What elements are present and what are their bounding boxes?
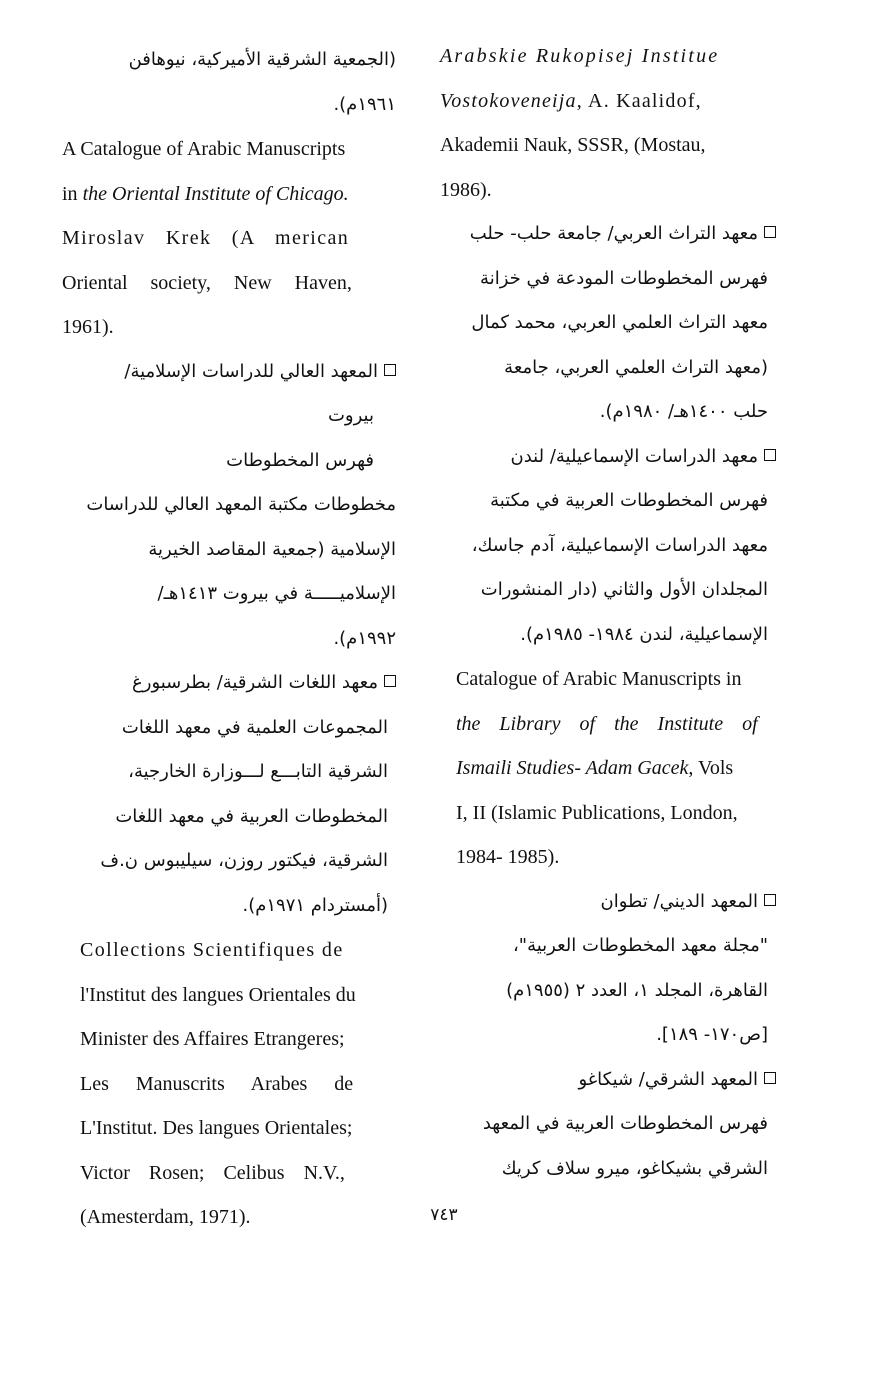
reference-line: Akademii Nauk, SSSR, (Mostau, — [440, 134, 706, 156]
entry-line: الشرقي بشيكاغو، ميرو سلاف كريك — [501, 1157, 768, 1179]
entry-line: (الجمعية الشرقية الأميركية، نيوهافن — [128, 49, 396, 70]
entry-heading: المعهد الديني/ تطوان — [600, 890, 758, 912]
reference-line: Minister des Affaires Etrangeres; — [80, 1028, 345, 1050]
checkbox-bullet-icon — [384, 675, 396, 687]
entry-line: فهرس المخطوطات المودعة في خزانة — [480, 267, 768, 289]
reference-line: Collections Scientifiques de — [80, 939, 344, 961]
reference-line: , Vols — [688, 757, 734, 779]
entry-line: (أمستردام ١٩٧١م). — [242, 894, 388, 916]
entry-line: معهد التراث العلمي العربي، محمد كمال — [471, 312, 768, 333]
left-column — [62, 38, 396, 1240]
entry-line: الشرقية التابـــع لـــوزارة الخارجية، — [128, 761, 388, 782]
entry-heading: المعهد العالي للدراسات الإسلامية/ — [124, 360, 378, 382]
entry-line: المجلدان الأول والثاني (دار المنشورات — [480, 579, 768, 600]
page-number: ٧٤٣ — [430, 1205, 458, 1225]
reference-line: Victor Rosen; Celibus N.V., — [80, 1161, 345, 1184]
entry-heading: المعهد الشرقي/ شيكاغو — [578, 1068, 758, 1090]
reference-line: in — [62, 182, 83, 205]
reference-title-italic: Ismaili Studies- Adam Gacek — [456, 757, 689, 779]
entry-line: ١٩٦١م). — [333, 93, 396, 115]
entry-chicago — [440, 1058, 776, 1192]
reference-line: l'Institut des langues Orientales du — [80, 983, 356, 1006]
reference-line: 1986). — [440, 178, 492, 201]
entry-line: [ص١٧٠- ١٨٩]. — [656, 1024, 768, 1045]
reference-ismaili-catalogue — [440, 657, 776, 880]
reference-line: Catalogue of Arabic Manuscripts in — [456, 668, 742, 690]
checkbox-bullet-icon — [764, 449, 776, 461]
reference-title-italic: the Library of the Institute of — [456, 712, 758, 735]
entry-beirut — [62, 350, 396, 662]
entry-line: فهرس المخطوطات العربية في المعهد — [482, 1113, 768, 1134]
entry-line: ١٩٩٢م). — [333, 627, 396, 649]
reference-russian-catalogue — [440, 34, 776, 212]
entry-line: الإسلاميـــــة في بيروت ١٤١٣هـ/ — [157, 583, 396, 604]
reference-line: Arabskie Rukopisej Institue — [440, 45, 720, 67]
checkbox-bullet-icon — [764, 894, 776, 906]
reference-line: 1961). — [62, 316, 114, 338]
reference-collections-scientifiques — [62, 928, 396, 1240]
entry-line: المجموعات العلمية في معهد اللغات — [121, 716, 388, 738]
entry-line: القاهرة، المجلد ١، العدد ٢ (١٩٥٥م) — [506, 979, 768, 1001]
entry-line: الإسلامية (جمعية المقاصد الخيرية — [148, 538, 396, 560]
entry-line: "مجلة معهد المخطوطات العربية"، — [513, 935, 768, 956]
reference-line: 1984- 1985). — [456, 846, 560, 868]
entry-heading: معهد التراث العربي/ جامعة حلب- حلب — [469, 223, 758, 244]
reference-line: A Catalogue of Arabic Manuscripts — [62, 138, 346, 160]
reference-chicago-catalogue — [62, 127, 396, 350]
reference-line: L'Institut. Des langues Orientales; — [80, 1117, 353, 1139]
right-column — [440, 34, 776, 1191]
entry-aleppo — [440, 212, 776, 435]
reference-title-italic: Vostokoveneija — [440, 89, 577, 112]
entry-line: فهرس المخطوطات العربية في مكتبة — [490, 490, 768, 511]
entry-line: الشرقية، فيكتور روزن، سيليبوس ن.ف — [100, 850, 388, 871]
reference-line: I, II (Islamic Publications, London, — [456, 801, 738, 824]
entry-american-oriental-society-tail — [62, 38, 396, 127]
entry-line: الإسماعيلية، لندن ١٩٨٤- ١٩٨٥م). — [520, 623, 768, 645]
entry-ismaili — [440, 435, 776, 658]
entry-line: (معهد التراث العلمي العربي، جامعة — [504, 356, 768, 378]
entry-petersburg — [62, 661, 396, 928]
reference-line: Oriental society, New Haven, — [62, 271, 352, 294]
checkbox-bullet-icon — [384, 364, 396, 376]
reference-line: , A. Kaalidof, — [576, 89, 702, 112]
entry-line: معهد الدراسات الإسماعيلية، آدم جاسك، — [471, 534, 768, 556]
entry-heading: معهد الدراسات الإسماعيلية/ لندن — [510, 445, 758, 467]
entry-heading: معهد اللغات الشرقية/ بطرسبورغ — [132, 672, 378, 693]
reference-title-italic: the Oriental Institute of Chicago. — [82, 182, 349, 205]
entry-line: مخطوطات مكتبة المعهد العالي للدراسات — [86, 494, 396, 515]
entry-heading-continued: بيروت — [327, 405, 374, 426]
reference-line: Les Manuscrits Arabes de — [80, 1072, 354, 1095]
entry-line: حلب ١٤٠٠هـ/ ١٩٨٠م). — [599, 401, 768, 422]
entry-title: فهرس المخطوطات — [226, 449, 374, 471]
checkbox-bullet-icon — [764, 226, 776, 238]
entry-tetouan — [440, 880, 776, 1058]
reference-line: Miroslav Krek (A merican — [62, 227, 350, 249]
checkbox-bullet-icon — [764, 1072, 776, 1084]
entry-line: المخطوطات العربية في معهد اللغات — [115, 805, 388, 827]
reference-line: (Amesterdam, 1971). — [80, 1206, 251, 1228]
